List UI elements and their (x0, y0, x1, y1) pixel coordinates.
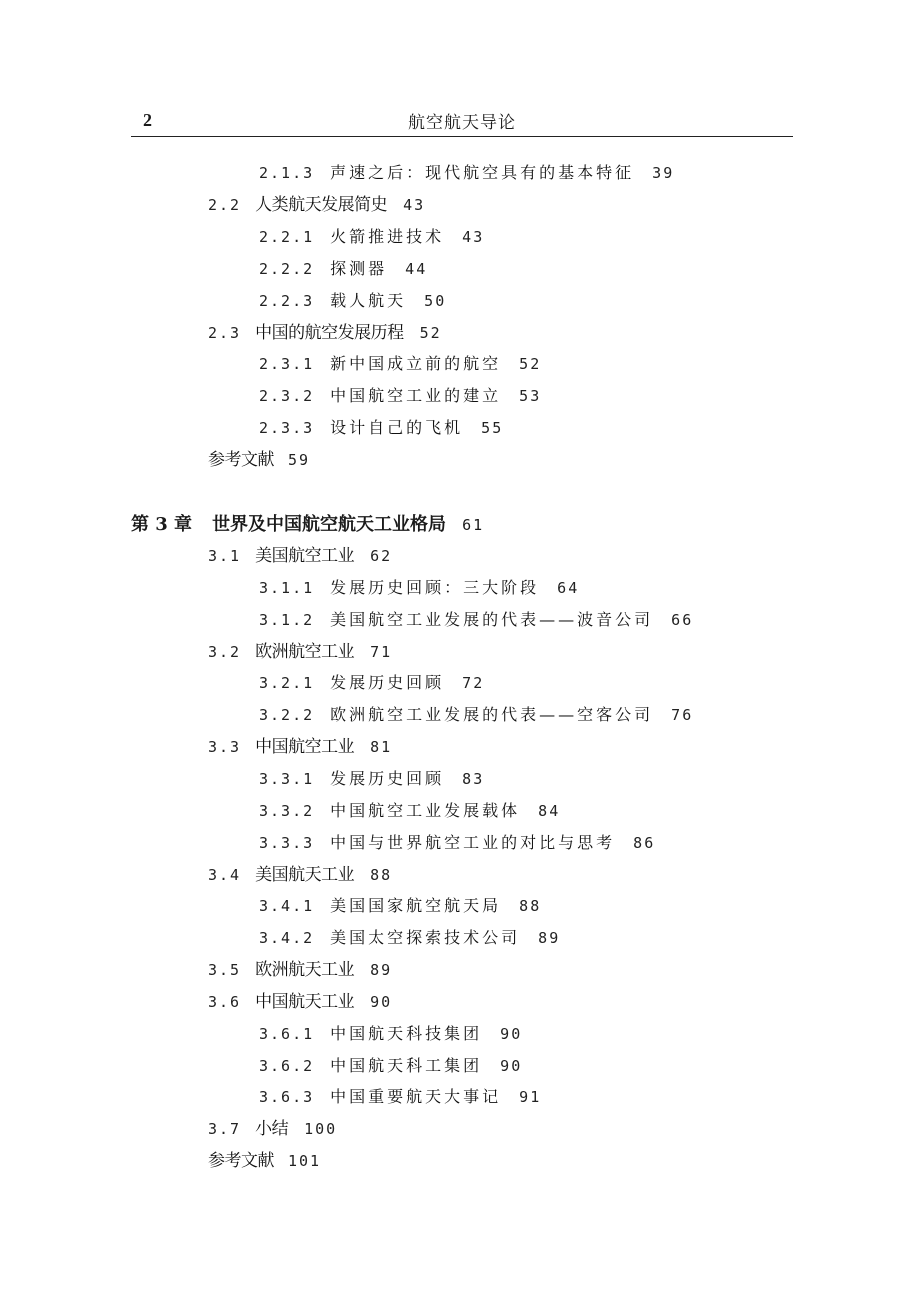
toc-entry-title: 中国的航空发展历程 (255, 322, 404, 343)
toc-entry-title: 中国重要航天大事记 (330, 1087, 502, 1107)
toc-entry-number: 2.1.3 (259, 164, 315, 182)
toc-entry-title: 美国太空探索技术公司 (330, 928, 521, 948)
toc-entry-page: 86 (633, 833, 656, 852)
toc-entry-number: 2.2 (208, 195, 242, 214)
page-header (131, 108, 793, 136)
toc-entry-title: 中国航空工业的建立 (330, 386, 502, 406)
toc-entry-number: 2.2.2 (259, 259, 315, 278)
toc-entry-number: 2.3.3 (259, 419, 315, 438)
toc-entry-title: 火箭推进技术 (330, 226, 445, 246)
toc-entry-title: 新中国成立前的航空 (330, 354, 502, 374)
toc-entry[interactable] (259, 608, 693, 632)
toc-entry-page: 55 (481, 419, 504, 438)
toc-entry[interactable] (259, 161, 674, 185)
toc-entry-page: 39 (652, 164, 675, 182)
toc-entry-number: 3.2.1 (259, 674, 315, 693)
toc-entry[interactable] (208, 321, 442, 345)
toc-entry[interactable] (259, 416, 503, 440)
toc-entry-page: 81 (370, 738, 393, 757)
toc-entry-number: 2.3 (208, 323, 242, 342)
toc-entry-title: 人类航天发展简史 (255, 194, 388, 215)
toc-entry[interactable] (259, 1085, 541, 1109)
running-title: 航空航天导论 (408, 113, 516, 133)
toc-entry[interactable] (259, 576, 579, 600)
toc-entry-page: 44 (405, 259, 428, 278)
toc-entry-page: 59 (288, 451, 311, 470)
toc-entry-title: 中国航空工业发展载体 (330, 800, 521, 820)
toc-entry-page: 83 (462, 769, 485, 788)
toc-entry-title: 中国航天科工集团 (330, 1055, 483, 1075)
toc-entry[interactable] (259, 1054, 522, 1078)
toc-entry-number: 3.2.2 (259, 706, 315, 725)
toc-entry-page: 76 (671, 706, 694, 725)
toc-entry-page: 101 (288, 1152, 322, 1171)
toc-entry[interactable] (259, 703, 693, 727)
toc-entry-page: 90 (500, 1024, 523, 1043)
toc-entry[interactable] (208, 990, 392, 1014)
toc-entry-title: 中国航天科技集团 (330, 1023, 483, 1043)
toc-entry-number: 3.6.1 (259, 1024, 315, 1043)
toc-entry-page: 71 (370, 642, 393, 661)
page-number: 2 (143, 110, 152, 130)
toc-entry-title: 发展历史回顾 (330, 673, 445, 693)
toc-entry[interactable] (259, 1022, 522, 1046)
toc-entry-number: 3.4.2 (259, 929, 315, 948)
toc-entry-number: 3.6.3 (259, 1088, 315, 1107)
toc-entry-number: 3.3.3 (259, 833, 315, 852)
toc-entry-number: 3.3.1 (259, 769, 315, 788)
toc-entry-title: 美国航天工业 (255, 864, 355, 885)
chapter-label: 第 3 章 (131, 514, 193, 535)
toc-entry-number: 2.2.3 (259, 291, 315, 310)
toc-entry[interactable] (259, 831, 655, 855)
toc-entry-page: 84 (538, 801, 561, 820)
toc-entry[interactable] (208, 958, 392, 982)
toc-entry-number: 3.3.2 (259, 801, 315, 820)
chapter-heading[interactable] (131, 512, 484, 538)
toc-entry-title: 小结 (255, 1119, 289, 1140)
toc-entry[interactable] (259, 926, 560, 950)
toc-entry-number: 3.6 (208, 992, 242, 1011)
toc-entry-title: 探测器 (330, 258, 388, 278)
toc-references-entry[interactable] (208, 1149, 321, 1173)
toc-entry[interactable] (259, 352, 541, 376)
toc-entry[interactable] (208, 640, 392, 664)
toc-entry-title: 参考文献 (208, 1151, 274, 1172)
toc-entry-number: 3.2 (208, 642, 242, 661)
toc-entry-title: 载人航天 (330, 290, 407, 310)
header-rule (131, 136, 793, 137)
toc-entry-number: 3.5 (208, 961, 242, 980)
toc-entry[interactable] (259, 257, 427, 281)
toc-entry-page: 62 (370, 547, 393, 565)
toc-entry-number: 2.2.1 (259, 227, 315, 246)
toc-entry-page: 53 (519, 387, 542, 406)
toc-entry-page: 72 (462, 674, 485, 693)
toc-entry-title: 欧洲航空工业发展的代表——空客公司 (330, 705, 654, 725)
toc-entry[interactable] (208, 863, 392, 887)
toc-entry-page: 52 (519, 355, 542, 374)
toc-entry-page: 89 (538, 929, 561, 948)
toc-entry-title: 欧洲航空工业 (255, 641, 355, 662)
toc-entry-page: 64 (557, 578, 580, 597)
toc-entry-title: 欧洲航天工业 (255, 960, 355, 981)
toc-entry-number: 2.3.1 (259, 355, 315, 374)
toc-entry-page: 43 (462, 227, 485, 246)
toc-entry-page: 88 (370, 865, 393, 884)
toc-entry[interactable] (208, 735, 392, 759)
toc-entry-number: 3.6.2 (259, 1056, 315, 1075)
toc-entry-page: 52 (419, 323, 442, 342)
toc-entry[interactable] (208, 544, 392, 568)
toc-entry-title: 美国航空工业 (255, 546, 355, 566)
toc-entry-page: 88 (519, 897, 542, 916)
toc-entry[interactable] (259, 894, 541, 918)
toc-entry-number: 3.1.1 (259, 578, 315, 597)
toc-entry-title: 美国国家航空航天局 (330, 896, 502, 916)
toc-entry-title: 设计自己的飞机 (330, 418, 464, 438)
toc-entry-title: 中国航天工业 (255, 991, 355, 1012)
toc-entry-page: 50 (424, 291, 447, 310)
toc-entry-page: 90 (500, 1056, 523, 1075)
toc-references-entry[interactable] (208, 448, 310, 472)
toc-entry-title: 发展历史回顾 (330, 768, 445, 788)
toc-entry[interactable] (208, 1117, 337, 1141)
toc-entry-title: 声速之后：现代航空具有的基本特征 (330, 163, 635, 182)
toc-entry-number: 3.4 (208, 865, 242, 884)
toc-entry-page: 66 (671, 610, 694, 629)
toc-entry-title: 中国航空工业 (255, 737, 355, 758)
toc-entry-page: 43 (403, 195, 426, 214)
toc-entry-page: 90 (370, 992, 393, 1011)
toc-entry-title: 美国航空工业发展的代表——波音公司 (330, 609, 654, 629)
toc-entry-title: 发展历史回顾：三大阶段 (330, 577, 540, 597)
toc-entry-page: 100 (304, 1120, 338, 1139)
toc-entry-page: 89 (370, 961, 393, 980)
toc-entry[interactable] (259, 289, 446, 313)
chapter-title: 世界及中国航空航天工业格局 (212, 514, 447, 535)
toc-entry[interactable] (259, 384, 541, 408)
toc-entry-page: 91 (519, 1088, 542, 1107)
toc-entry[interactable] (208, 193, 425, 217)
toc-entry[interactable] (259, 671, 484, 695)
toc-entry-number: 3.7 (208, 1120, 242, 1139)
chapter-page: 61 (462, 516, 485, 534)
toc-entry-title: 参考文献 (208, 450, 274, 471)
toc-entry-number: 3.4.1 (259, 897, 315, 916)
toc-entry-number: 3.1.2 (259, 610, 315, 629)
toc-entry[interactable] (259, 225, 484, 249)
toc-entry-number: 3.1 (208, 547, 242, 565)
toc-entry-number: 3.3 (208, 738, 242, 757)
toc-entry[interactable] (259, 767, 484, 791)
toc-entry-number: 2.3.2 (259, 387, 315, 406)
toc-entry-title: 中国与世界航空工业的对比与思考 (330, 832, 616, 852)
toc-entry[interactable] (259, 799, 560, 823)
